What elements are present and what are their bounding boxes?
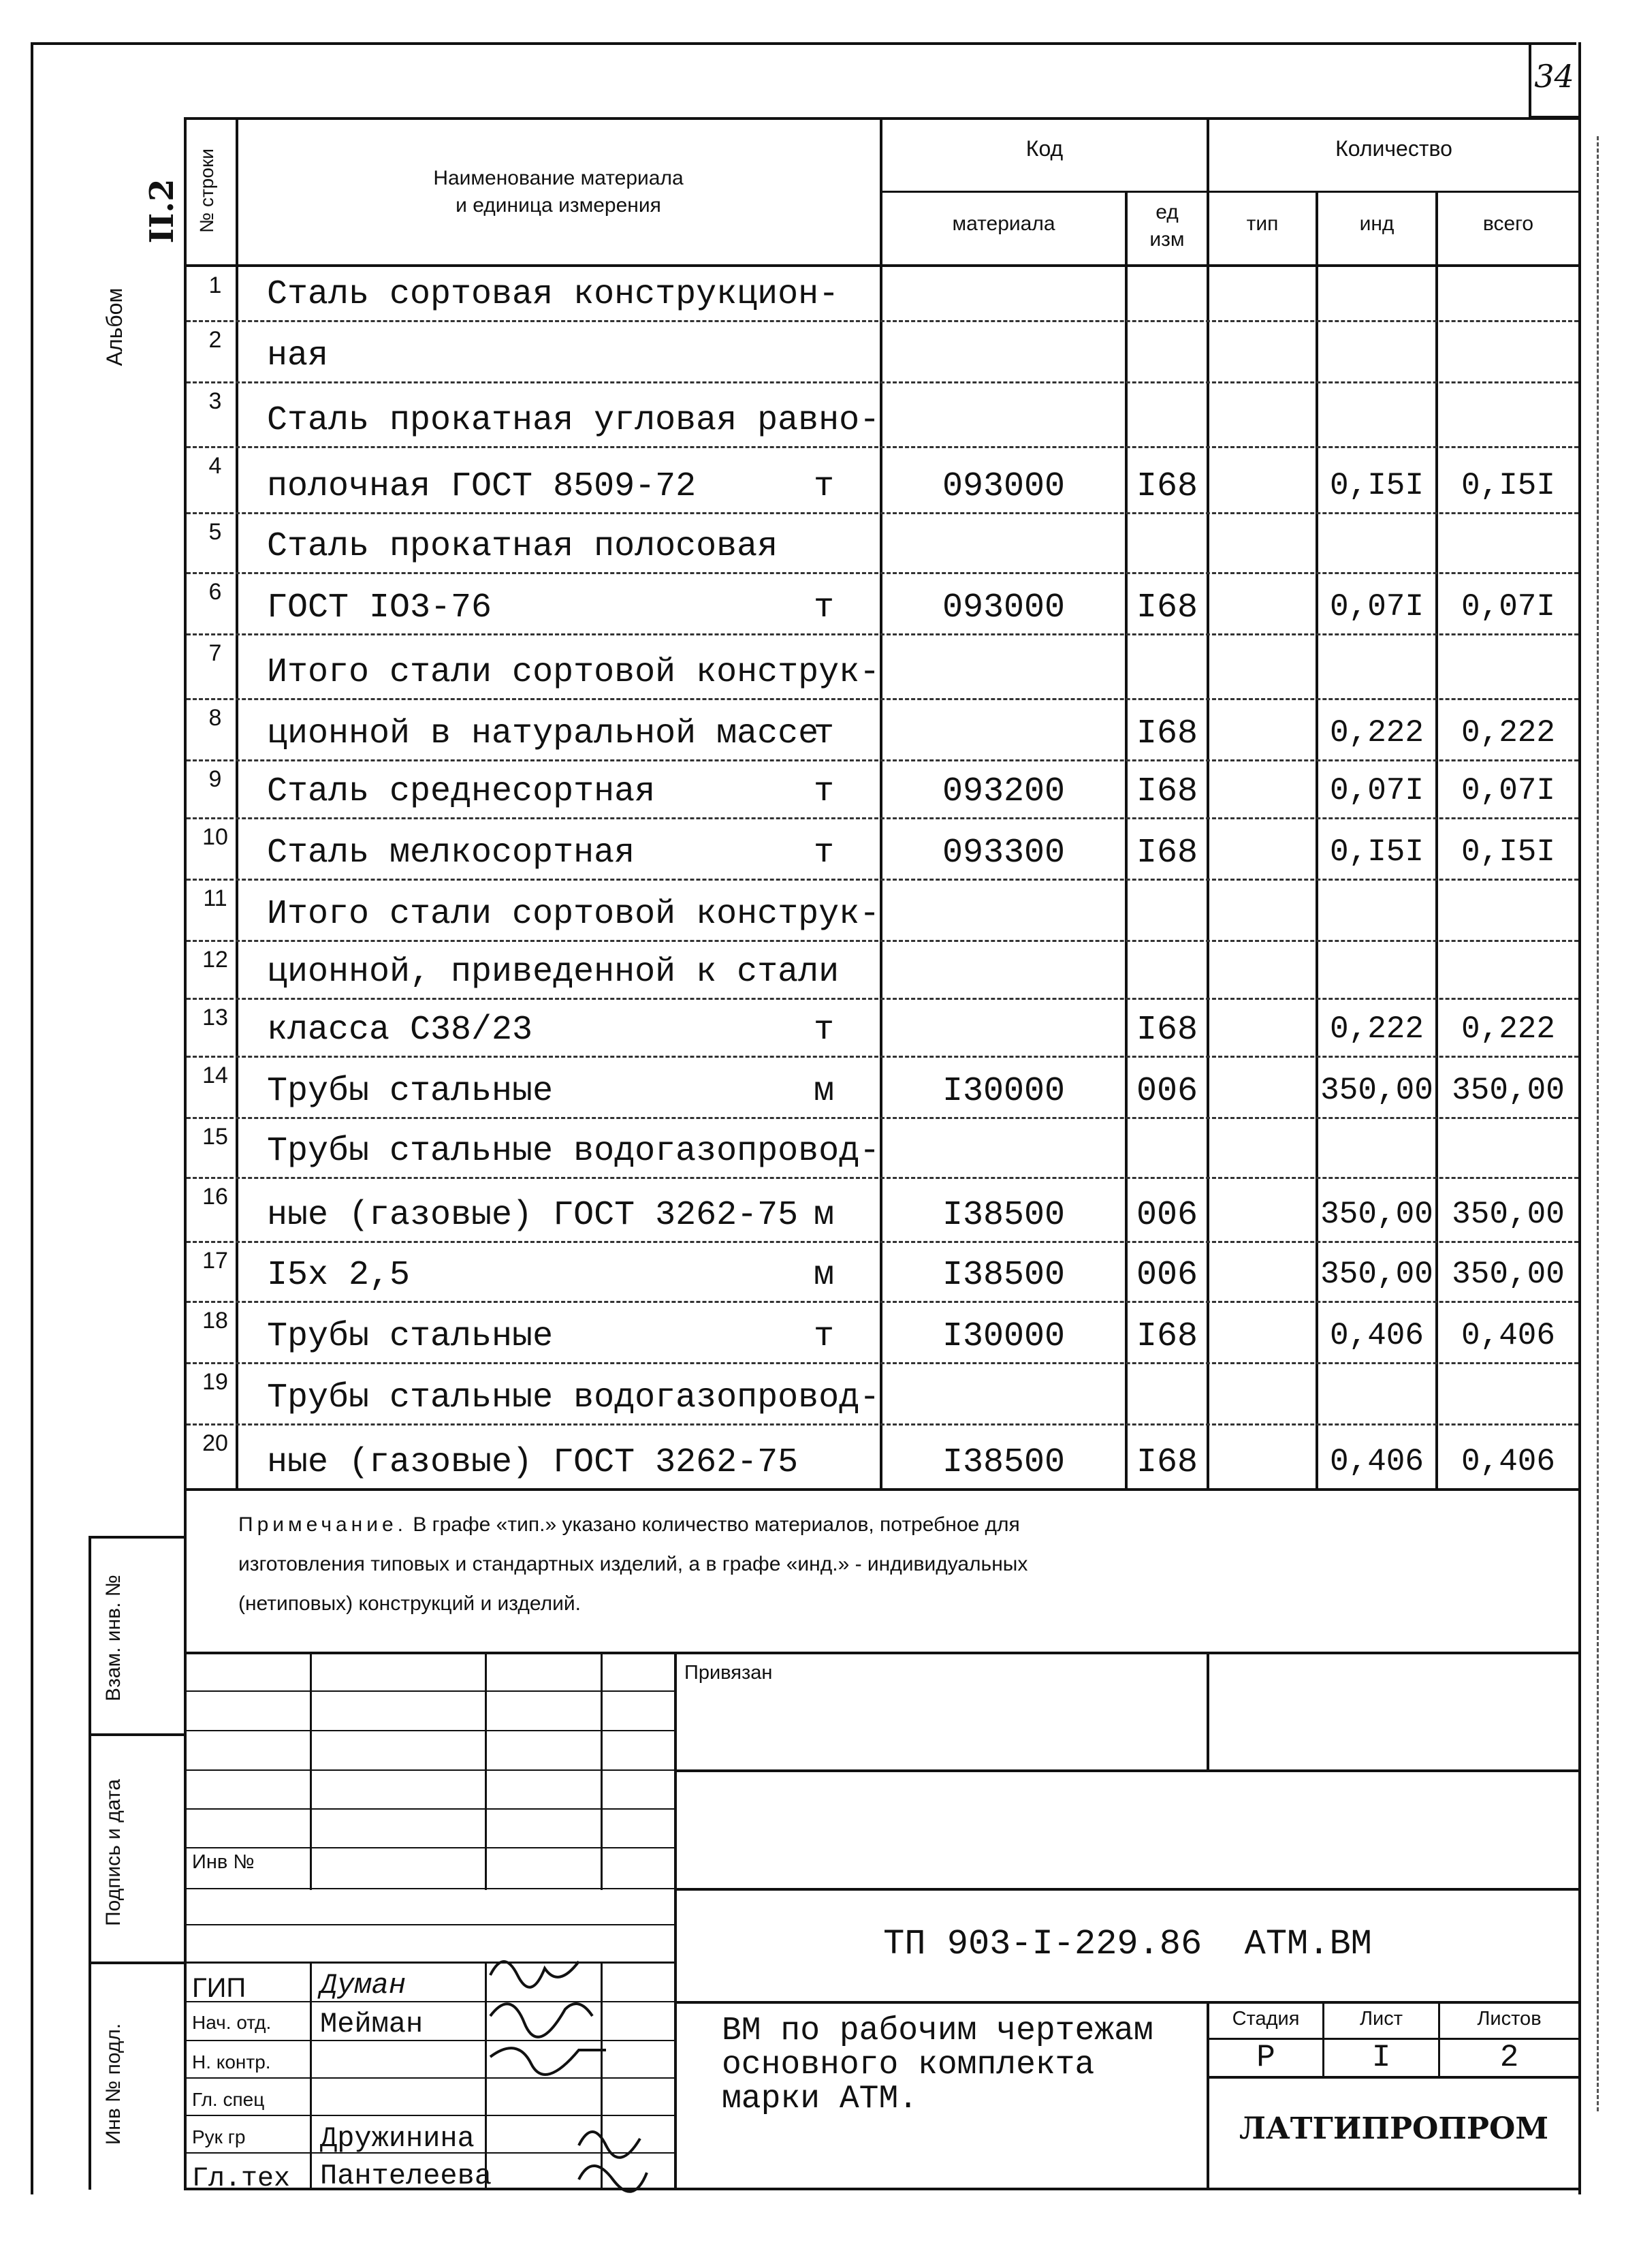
row-unit: м (814, 1256, 835, 1295)
row-number: 12 (202, 947, 228, 973)
row-number: 5 (208, 519, 222, 545)
row-name: ционной, приведенной к стали (267, 953, 840, 992)
row-unit-code: 006 (1136, 1196, 1198, 1235)
row-qty-total: 0,406 (1461, 1444, 1556, 1479)
signature-name: Пантелеева (320, 2160, 492, 2192)
row-material-code: I30000 (942, 1317, 1066, 1356)
row-qty-total: 350,00 (1452, 1073, 1565, 1108)
row-qty-ind: 0,406 (1329, 1318, 1424, 1353)
note-line-1 (238, 1505, 1566, 1545)
signature-role: Рук гр (192, 2126, 246, 2147)
signature-name: Мейман (320, 2008, 424, 2041)
row-number: 19 (202, 1369, 228, 1395)
row-unit: м (814, 1072, 835, 1111)
row-number: 15 (202, 1124, 228, 1150)
header-q-total: всего (1482, 212, 1534, 235)
row-qty-total: 0,I5I (1461, 834, 1556, 870)
row-number: 20 (202, 1430, 228, 1456)
album-number: II.2 (143, 178, 181, 244)
description-line-1: ВМ по рабочим чертежам (722, 2013, 1153, 2049)
row-unit-code: 006 (1136, 1072, 1198, 1111)
row-qty-total: 0,222 (1461, 715, 1556, 751)
row-unit: м (814, 1196, 835, 1235)
header-q-ind: инд (1359, 212, 1395, 235)
row-name: ные (газовые) ГОСТ 3262-75 (267, 1196, 799, 1235)
row-name: Трубы стальные (267, 1317, 554, 1356)
row-unit: т (814, 772, 835, 811)
row-qty-total: 0,I5I (1461, 468, 1556, 503)
row-unit: т (814, 1011, 835, 1050)
row-number: 4 (208, 453, 222, 479)
row-name: Трубы стальные водогазопровод- (267, 1132, 880, 1171)
frame-right-line (1578, 42, 1581, 2194)
row-number: 3 (208, 388, 222, 414)
signature-name: Думан (320, 1969, 407, 2002)
header-name-line2: и единица измерения (456, 194, 661, 217)
row-number: 1 (208, 272, 222, 298)
frame-left-line (31, 42, 33, 2194)
row-name: I5x 2,5 (267, 1256, 411, 1295)
note-text-2: изготовления типовых и стандартных изделий, а в графе «инд.» - индивидуальных (238, 1553, 1028, 1575)
signature-role: Гл. спец (192, 2089, 265, 2110)
stage-label: Стадия (1232, 2008, 1300, 2030)
row-number: 17 (202, 1248, 228, 1274)
row-number: 9 (208, 766, 222, 792)
row-unit-code: I68 (1136, 1317, 1198, 1356)
row-qty-ind: 350,00 (1320, 1073, 1433, 1108)
header-code: Код (1025, 136, 1064, 161)
header-code-material: материала (952, 212, 1055, 235)
row-name: ГОСТ IO3-76 (267, 588, 492, 627)
row-material-code: I38500 (942, 1256, 1066, 1295)
row-qty-ind: 350,00 (1320, 1197, 1433, 1232)
row-name: ная (267, 336, 329, 375)
row-unit: т (814, 588, 835, 627)
row-name: Сталь мелкосортная (267, 834, 635, 872)
sheets-value: 2 (1499, 2040, 1519, 2075)
description-line-3: марки АТМ. (722, 2081, 919, 2117)
row-unit-code: I68 (1136, 467, 1198, 506)
album-label: Альбом (102, 287, 127, 366)
row-name: Сталь прокатная угловая равно- (267, 401, 880, 440)
row-qty-ind: 0,I5I (1329, 468, 1424, 503)
row-qty-total: 0,07I (1461, 589, 1556, 625)
row-name: Сталь прокатная полосовая (267, 527, 778, 566)
note (238, 1505, 1566, 1624)
row-qty-total: 0,07I (1461, 773, 1556, 808)
row-number: 7 (208, 640, 222, 666)
podpis-label: Подпись и дата (102, 1779, 125, 1926)
row-number: 11 (203, 885, 227, 911)
row-unit: т (814, 834, 835, 872)
document-code: ТП 903-I-229.86 АТМ.ВМ (883, 1924, 1372, 1964)
header-q-typ: тип (1246, 212, 1279, 235)
row-qty-ind: 0,222 (1329, 1011, 1424, 1047)
row-unit: т (814, 1317, 835, 1356)
stage-value: Р (1256, 2040, 1275, 2075)
row-qty-total: 0,406 (1461, 1318, 1556, 1353)
row-number: 13 (202, 1005, 228, 1030)
signature-name: Дружинина (320, 2122, 475, 2155)
row-material-code: 093200 (942, 772, 1066, 811)
note-text-1: В графе «тип.» указано количество материалов, потребное для (413, 1513, 1020, 1536)
row-unit-code: 006 (1136, 1256, 1198, 1295)
header-quantity: Количество (1335, 136, 1452, 161)
header-row-number: № строки (196, 148, 217, 233)
row-name: Итого стали сортовой конструк- (267, 895, 880, 934)
row-name: Трубы стальные (267, 1072, 554, 1111)
row-unit-code: I68 (1136, 1443, 1198, 1482)
row-material-code: I30000 (942, 1072, 1066, 1111)
signature-role: ГИП (192, 1973, 246, 2003)
row-name: полочная ГОСТ 8509-72 (267, 467, 697, 506)
row-qty-ind: 0,07I (1329, 589, 1424, 625)
row-name: ционной в натуральной массе (267, 714, 819, 753)
row-qty-ind: 0,406 (1329, 1444, 1424, 1479)
page-number: 34 (1534, 58, 1574, 95)
row-number: 18 (202, 1308, 228, 1334)
sheet-value: I (1371, 2040, 1391, 2075)
row-number: 14 (202, 1062, 228, 1088)
header-code-unit-1: ед (1156, 201, 1179, 223)
row-material-code: I38500 (942, 1196, 1066, 1235)
row-number: 8 (208, 705, 222, 731)
header-name-line1: Наименование материала (433, 167, 684, 189)
note-title: Примечание. (238, 1513, 407, 1536)
row-name: Сталь среднесортная (267, 772, 656, 811)
signature-role: Нач. отд. (192, 2012, 272, 2033)
row-number: 10 (202, 824, 228, 850)
row-name: Трубы стальные водогазопровод- (267, 1379, 880, 1417)
row-unit-code: I68 (1136, 772, 1198, 811)
row-unit: т (814, 467, 835, 506)
row-unit-code: I68 (1136, 834, 1198, 872)
inv-podl-label: Инв № подл. (102, 2023, 125, 2145)
sheets-label: Листов (1477, 2008, 1542, 2030)
row-unit-code: I68 (1136, 588, 1198, 627)
row-unit-code: I68 (1136, 1011, 1198, 1050)
vzam-inv-label: Взам. инв. № (102, 1575, 125, 1701)
row-unit-code: I68 (1136, 714, 1198, 753)
row-qty-ind: 350,00 (1320, 1257, 1433, 1292)
row-qty-ind: 0,222 (1329, 715, 1424, 751)
row-material-code: 093000 (942, 588, 1066, 627)
row-name: ные (газовые) ГОСТ 3262-75 (267, 1443, 799, 1482)
row-unit: т (814, 714, 835, 753)
row-qty-total: 350,00 (1452, 1197, 1565, 1232)
header-code-unit-2: изм (1149, 228, 1185, 251)
row-number: 2 (208, 327, 222, 353)
row-name: класса С38/23 (267, 1011, 533, 1050)
row-qty-ind: 0,07I (1329, 773, 1424, 808)
signature-role: Гл.тех (192, 2164, 291, 2194)
row-number: 16 (202, 1184, 228, 1210)
row-qty-total: 350,00 (1452, 1257, 1565, 1292)
privyazan-label: Привязан (684, 1662, 773, 1684)
sheet-label: Лист (1359, 2008, 1403, 2030)
note-text-3: (нетиповых) конструкций и изделий. (238, 1592, 581, 1615)
signature-marks (477, 1948, 695, 2193)
frame-top-line (31, 42, 1576, 45)
organization-name: ЛАТГИПРОПРОМ (1239, 2111, 1549, 2146)
page-num-box-bottom (1529, 116, 1580, 119)
inv-no-label: Инв № (192, 1851, 255, 1873)
row-qty-total: 0,222 (1461, 1011, 1556, 1047)
row-name: Сталь сортовая конструкцион- (267, 275, 840, 314)
row-material-code: 093000 (942, 467, 1066, 506)
row-qty-ind: 0,I5I (1329, 834, 1424, 870)
row-number: 6 (208, 579, 222, 605)
row-material-code: 093300 (942, 834, 1066, 872)
signature-role: Н. контр. (192, 2051, 271, 2073)
row-name: Итого стали сортовой конструк- (267, 653, 880, 692)
description-line-2: основного комплекта (722, 2047, 1095, 2083)
row-material-code: I38500 (942, 1443, 1066, 1482)
